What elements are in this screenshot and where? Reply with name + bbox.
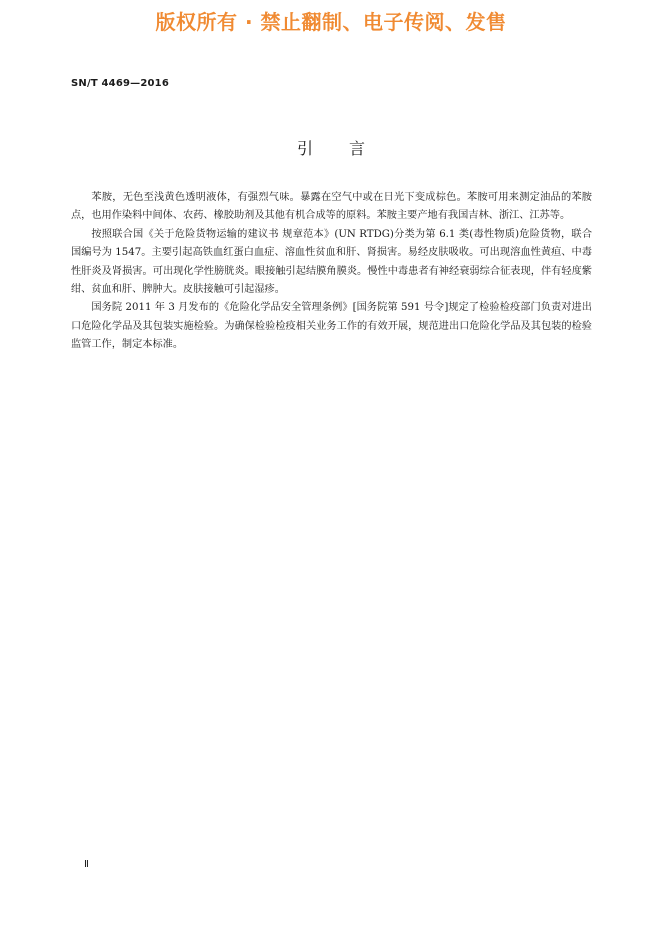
paragraph-aniline-properties: 苯胺，无色至浅黄色透明液体，有强烈气味。暴露在空气中或在日光下变成棕色。苯胺可用来测定油品的苯胺点，也用作染料中间体、农药、橡胶助剂及其他有机合成等的原料。苯胺主要产地有我国吉林、浙江、江苏等。 <box>71 192 592 222</box>
copyright-watermark: 版权所有 · 禁止翻制、电子传阅、发售 <box>155 10 507 34</box>
paragraph-hazard-classification: 按照联合国《关于危险货物运输的建议书 规章范本》(UN RTDG)分类为第 6.1 类(毒性物质)危险货物，联合国编号为 1547。主要引起高铁血红蛋白血症、溶血性贫血和肝、肾损害。易经皮肤吸收。可出现溶血性黄疸、中毒性肝炎及肾损害。可出现化学性膀胱炎。眼接触引起结膜角膜炎。慢性中毒患者有神经衰弱综合征表现，伴有轻度紫绀、贫血和肝、脾肿大。皮肤接触可引起湿疹。 <box>71 228 592 296</box>
page-number: Ⅱ <box>84 859 89 870</box>
page-title: 引言 <box>296 139 401 158</box>
paragraph-regulation: 国务院 2011 年 3 月发布的《危险化学品安全管理条例》[国务院第 591 号令]规定了检验检疫部门负责对进出口危险化学品及其包装实施检验。为确保检验检疫相关业务工作的有效开展，规范进出口危险化学品及其包装的检验监管工作，制定本标准。 <box>71 302 592 351</box>
introduction-body <box>71 189 592 355</box>
standard-code: SN/T 4469—2016 <box>71 78 169 89</box>
